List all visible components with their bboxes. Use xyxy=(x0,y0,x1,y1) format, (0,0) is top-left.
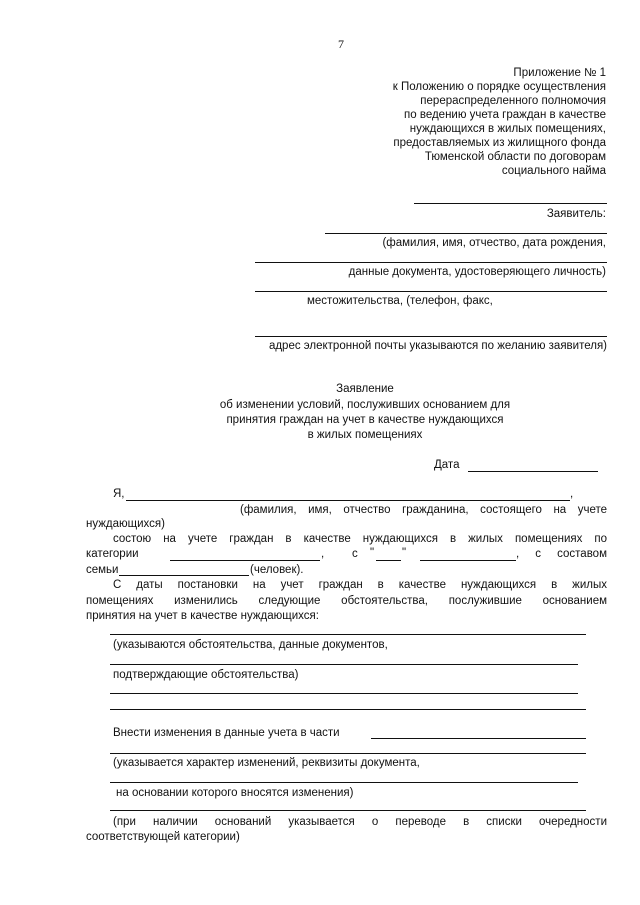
title-line: Заявление xyxy=(336,383,394,395)
footnote-text: (при наличии оснований указывается о переводе в списки очередности xyxy=(113,816,607,828)
changes-hint: на основании которого вносятся изменения) xyxy=(116,787,354,799)
changes-field[interactable] xyxy=(110,753,586,754)
persons-label: (человек). xyxy=(250,564,304,576)
circumstances-field[interactable] xyxy=(110,634,586,635)
ya-comma: , xyxy=(570,488,574,500)
date-field[interactable] xyxy=(468,471,598,472)
circumstances-field[interactable] xyxy=(110,664,578,665)
applicant-fullname-field[interactable] xyxy=(126,500,570,501)
changes-field[interactable] xyxy=(110,782,578,783)
circumstances-text: С даты постановки на учет граждан в качестве нуждающихся в жилых xyxy=(113,579,607,591)
since-month-year-field[interactable] xyxy=(420,560,516,561)
family-prefix: семьи xyxy=(86,564,119,576)
applicant-address-hint: местожительства, (телефон, факс, xyxy=(307,295,493,307)
footnote-text: соответствующей категории) xyxy=(86,831,240,843)
since-day-field[interactable] xyxy=(376,560,401,561)
applicant-label: Заявитель: xyxy=(546,208,606,220)
appendix-line: социального найма xyxy=(501,165,606,177)
appendix-line: Тюменской области по договорам xyxy=(424,151,606,163)
circumstances-field[interactable] xyxy=(110,709,586,710)
applicant-address-line[interactable] xyxy=(255,291,607,292)
since-label: с xyxy=(352,548,358,560)
applicant-email-line[interactable] xyxy=(255,336,607,337)
appendix-line: к Положению о порядке осуществления xyxy=(392,81,606,93)
circumstances-text: помещениях изменились следующие обстоятельства, послужившие основанием xyxy=(86,595,607,607)
changes-label: Внести изменения в данные учета в части xyxy=(113,727,340,739)
applicant-name-line[interactable] xyxy=(325,233,607,234)
family-size-field[interactable] xyxy=(119,575,249,576)
registered-text: состою на учете граждан в качестве нуждающихся в жилых помещениях по xyxy=(113,533,607,545)
title-line: об изменении условий, послуживших основанием для xyxy=(219,399,511,411)
applicant-email-hint: адрес электронной почты указываются по желанию заявителя) xyxy=(268,340,607,352)
changes-field[interactable] xyxy=(110,810,586,811)
appendix-line: Приложение № 1 xyxy=(513,67,606,79)
applicant-doc-hint: данные документа, удостоверяющего личность) xyxy=(348,266,606,278)
category-comma: , xyxy=(321,548,325,560)
applicant-doc-line[interactable] xyxy=(255,262,607,263)
appendix-line: предоставляемых из жилищного фонда xyxy=(393,137,606,149)
category-field[interactable] xyxy=(170,560,320,561)
title-line: в жилых помещениях xyxy=(307,429,423,441)
quote-close: " xyxy=(402,547,407,559)
changes-hint: (указывается характер изменений, реквизиты документа, xyxy=(113,757,420,769)
category-label: категории xyxy=(86,548,139,560)
circumstances-field[interactable] xyxy=(110,693,578,694)
circumstances-hint: подтверждающие обстоятельства) xyxy=(113,669,299,681)
family-label: , с составом xyxy=(516,548,607,560)
date-label: Дата xyxy=(434,459,460,471)
fullname-hint: (фамилия, имя, отчество гражданина, состоящего на учете xyxy=(240,504,607,516)
appendix-line: перераспределенного полномочия xyxy=(420,95,606,107)
circumstances-hint: (указываются обстоятельства, данные документов, xyxy=(113,639,388,651)
ya-label: Я, xyxy=(113,488,125,500)
applicant-blank-line[interactable] xyxy=(414,203,607,204)
changes-field[interactable] xyxy=(371,738,586,739)
page-number: 7 xyxy=(338,37,344,51)
appendix-line: нуждающихся в жилых помещениях, xyxy=(409,123,606,135)
title-line: принятия граждан на учет в качестве нуждающихся xyxy=(226,414,504,426)
appendix-line: по ведению учета граждан в качестве xyxy=(404,109,606,121)
quote-open: " xyxy=(370,547,375,559)
fullname-hint-cont: нуждающихся) xyxy=(86,518,165,530)
applicant-name-hint: (фамилия, имя, отчество, дата рождения, xyxy=(382,237,606,249)
circumstances-text: принятия на учет в качестве нуждающихся: xyxy=(86,610,319,622)
